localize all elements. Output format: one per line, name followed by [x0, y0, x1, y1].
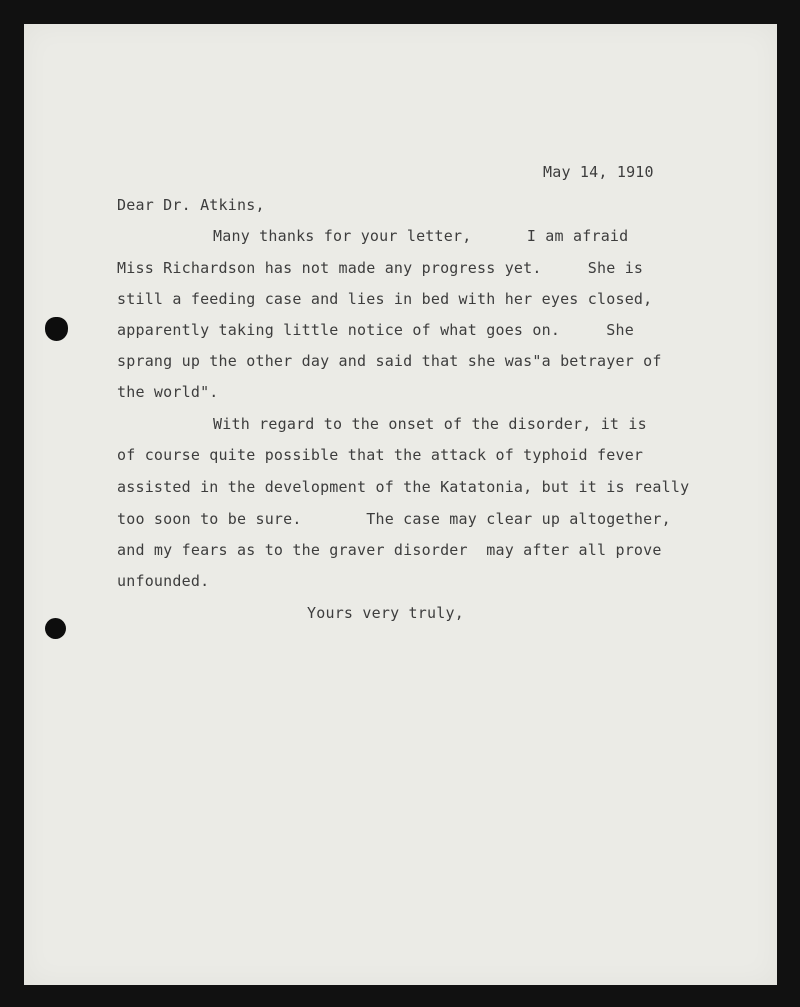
body-line-8: of course quite possible that the attack of typhoid fever [117, 446, 644, 464]
body-line-11: and my fears as to the graver disorder may after all prove [117, 541, 662, 559]
body-line-1: Many thanks for your letter, I am afraid [213, 227, 629, 245]
body-line-2: Miss Richardson has not made any progress yet. She is [117, 259, 644, 277]
letter-date: May 14, 1910 [543, 163, 654, 181]
body-line-3: still a feeding case and lies in bed with her eyes closed, [117, 290, 653, 308]
body-line-6: the world". [117, 383, 219, 401]
body-line-4: apparently taking little notice of what goes on. She [117, 321, 634, 339]
punch-hole-top [45, 317, 68, 341]
body-line-5: sprang up the other day and said that she was"a betrayer of [117, 352, 662, 370]
body-line-9: assisted in the development of the Katatonia, but it is really [117, 478, 690, 496]
punch-hole-bottom [45, 618, 66, 639]
body-line-7: With regard to the onset of the disorder, it is [213, 415, 647, 433]
letter-closing: Yours very truly, [307, 604, 464, 622]
body-line-10: too soon to be sure. The case may clear up altogether, [117, 510, 671, 528]
letter-salutation: Dear Dr. Atkins, [117, 196, 265, 214]
letter-page [24, 24, 777, 985]
body-line-12: unfounded. [117, 572, 210, 590]
